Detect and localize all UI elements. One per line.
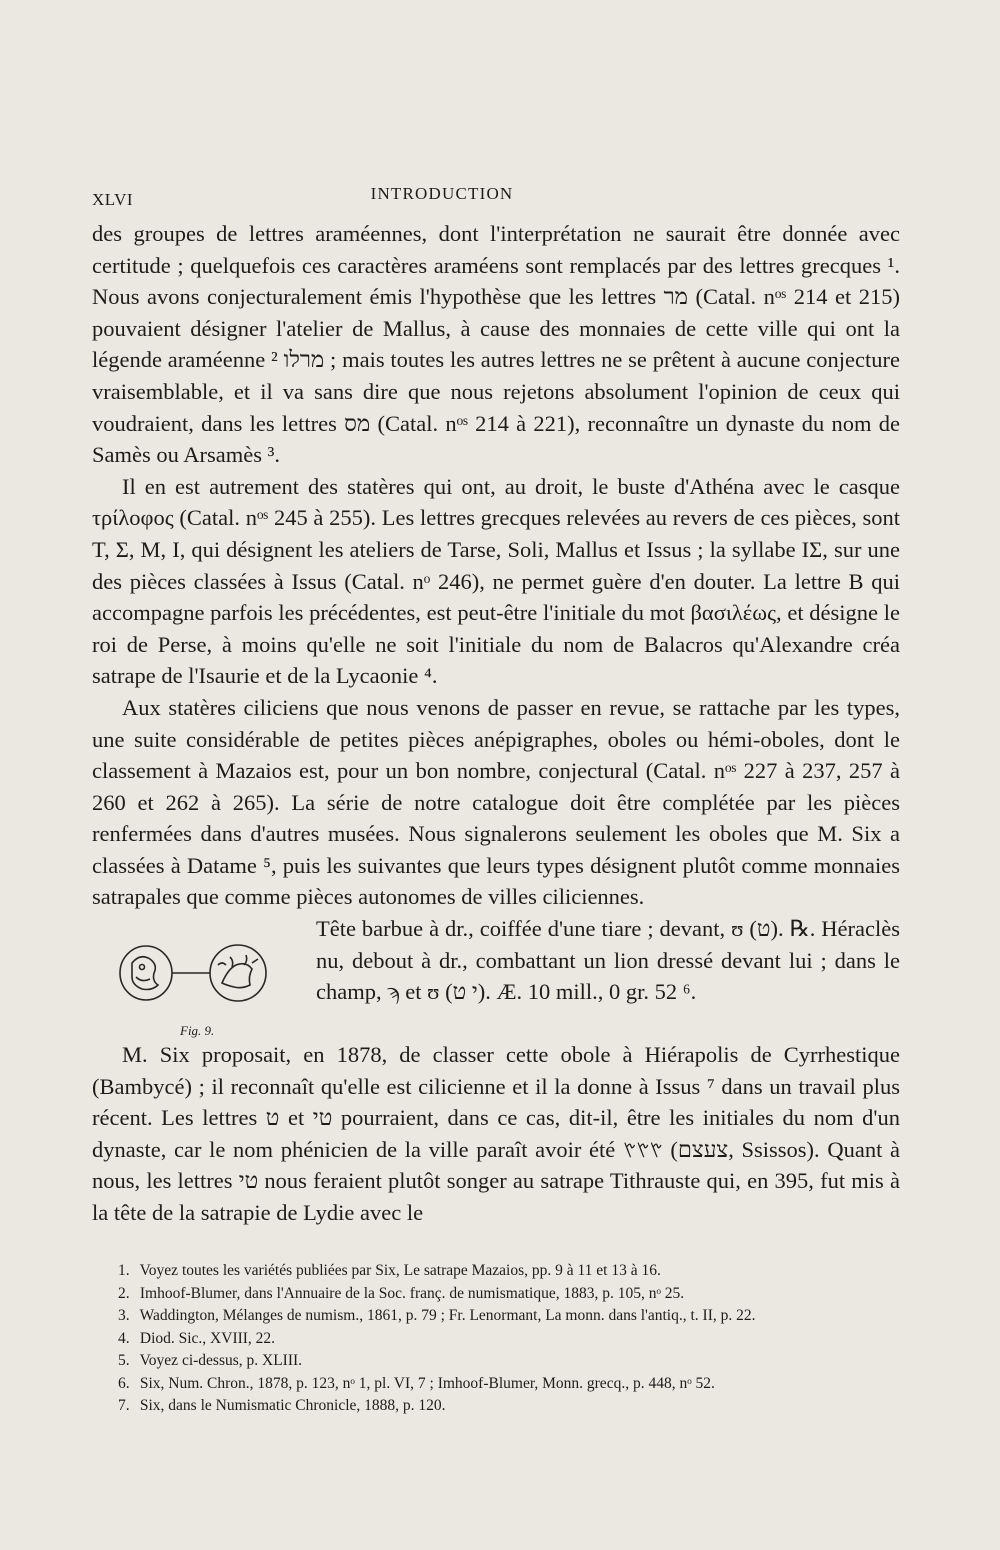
figure-caption: Fig. 9.: [180, 1023, 215, 1039]
footnote-number: 2.: [118, 1284, 130, 1302]
footnote-item: [118, 1373, 888, 1396]
footnote-number: 6.: [118, 1374, 130, 1392]
footnote-text: Six, dans le Numismatic Chronicle, 1888, p. 120.: [139, 1397, 446, 1414]
footnote-number: 7.: [118, 1397, 130, 1414]
footnote-item: [118, 1328, 888, 1351]
footnote-item: [118, 1283, 888, 1306]
footnote-text: Voyez toutes les variétés publiées par Six, Le satrape Mazaios, pp. 9 à 11 et 13 à 16.: [139, 1262, 661, 1279]
figure-block: [92, 913, 900, 1039]
footnote-number: 3.: [118, 1307, 130, 1324]
footnote-item: [118, 1395, 888, 1418]
coin-illustration: [112, 943, 292, 1005]
paragraph-1: des groupes de lettres araméennes, dont l'interprétation ne saurait être donnée avec certitude ; quelquefois ces caractères araméens sont remplacés par des lettres grecques ¹. Nous avons conjecturalement émis l'hypothèse que les lettres מר (Catal. nᵒˢ 214 et 215) pouvaient désigner l'atelier de Mallus, à cause des monnaies de cette ville qui ont la légende araméenne מרלו ² ; mais toutes les autres lettres ne se prêtent à aucune conjecture vraisemblable, et il va sans dire que nous rejetons absolument l'opinion de ceux qui voudraient, dans les lettres מס (Catal. nᵒˢ 214 à 221), reconnaître un dynaste du nom de Samès ou Arsamès ³.: [92, 221, 900, 468]
running-title: INTRODUCTION: [370, 184, 514, 203]
main-text: [92, 218, 900, 1229]
footnote-text: Waddington, Mélanges de numism., 1861, p. 79 ; Fr. Lenormant, La monn. dans l'antiq., t. II, p. 22.: [139, 1307, 756, 1324]
footnote-item: [118, 1260, 888, 1283]
coin-description: Tête barbue à dr., coiffée d'une tiare ; devant, ʊ (ט). ℞. Héraclès nu, debout à dr., combattant un lion dressé devant lui ; dans le champ, ϡ et ʊ (י ט). Æ. 10 mill., 0 gr. 52 ⁶.: [316, 916, 901, 1005]
footnote-list: [118, 1260, 888, 1418]
paragraph-3: Aux statères ciliciens que nous venons de passer en revue, se rattache par les types, une suite considérable de petites pièces anépigraphes, oboles ou hémi-oboles, dont le classement à Mazaios est, pour un bon nombre, conjectural (Catal. nᵒˢ 227 à 237, 257 à 260 et 262 à 265). La série de notre catalogue doit être complétée par les pièces renfermées dans d'autres musées. Nous signalerons seulement les oboles que M. Six a classées à Datame ⁵, puis les suivantes que leurs types désignent plutôt comme monnaies satrapales que comme pièces autonomes de villes ciliciennes.: [92, 694, 900, 910]
paragraph-2: Il en est autrement des statères qui ont, au droit, le buste d'Athéna avec le casque τρίλοφος (Catal. nᵒˢ 245 à 255). Les lettres grecques relevées au revers de ces pièces, sont T, Σ, M, I, qui désignent les ateliers de Tarse, Soli, Mallus et Issus ; la syllabe IΣ, sur une des pièces classées à Issus (Catal. nᵒ 246), ne permet guère d'en douter. La lettre B qui accompagne parfois les précédentes, est peut-être l'initiale du mot βασιλέως, et désigne le roi de Perse, à moins qu'elle ne soit l'initiale du nom de Balacros qu'Alexandre créa satrape de l'Isaurie et de la Lycaonie ⁴.: [92, 473, 900, 689]
footnote-text: Imhoof-Blumer, dans l'Annuaire de la Soc. franç. de numismatique, 1883, p. 105, nᵒ 25.: [139, 1284, 685, 1302]
footnote-number: 5.: [118, 1352, 130, 1369]
coin-figure: [92, 913, 302, 1039]
footnote-number: 1.: [118, 1262, 130, 1279]
footnote-item: [118, 1350, 888, 1373]
footnotes: [118, 1260, 888, 1418]
footnote-item: [118, 1305, 888, 1328]
footnote-text: Voyez ci-dessus, p. XLIII.: [139, 1352, 303, 1369]
footnote-text: Six, Num. Chron., 1878, p. 123, nᵒ 1, pl. VI, 7 ; Imhoof-Blumer, Monn. grecq., p. 448, nᵒ 52.: [139, 1374, 715, 1392]
page-number: XLVI: [92, 190, 134, 209]
paragraph-4: M. Six proposait, en 1878, de classer cette obole à Hiérapolis de Cyrrhestique (Bambycé) ; il reconnaît qu'elle est cilicienne et il la donne à Issus ⁷ dans un travail plus récent. Les lettres ט et טי pourraient, dans ce cas, dit-il, être les initiales du nom d'un dynaste, car le nom phénicien de la ville paraît avoir été 𐤑𐤑𐤑 (צעצם, Ssissos). Quant à nous, les lettres טי nous feraient plutôt songer au satrape Tithrauste qui, en 395, fut mis à la tête de la satrapie de Lydie avec le: [92, 1042, 900, 1226]
footnote-number: 4.: [118, 1329, 130, 1347]
running-head: [92, 184, 892, 210]
footnote-text: Diod. Sic., XVIII, 22.: [139, 1329, 276, 1347]
